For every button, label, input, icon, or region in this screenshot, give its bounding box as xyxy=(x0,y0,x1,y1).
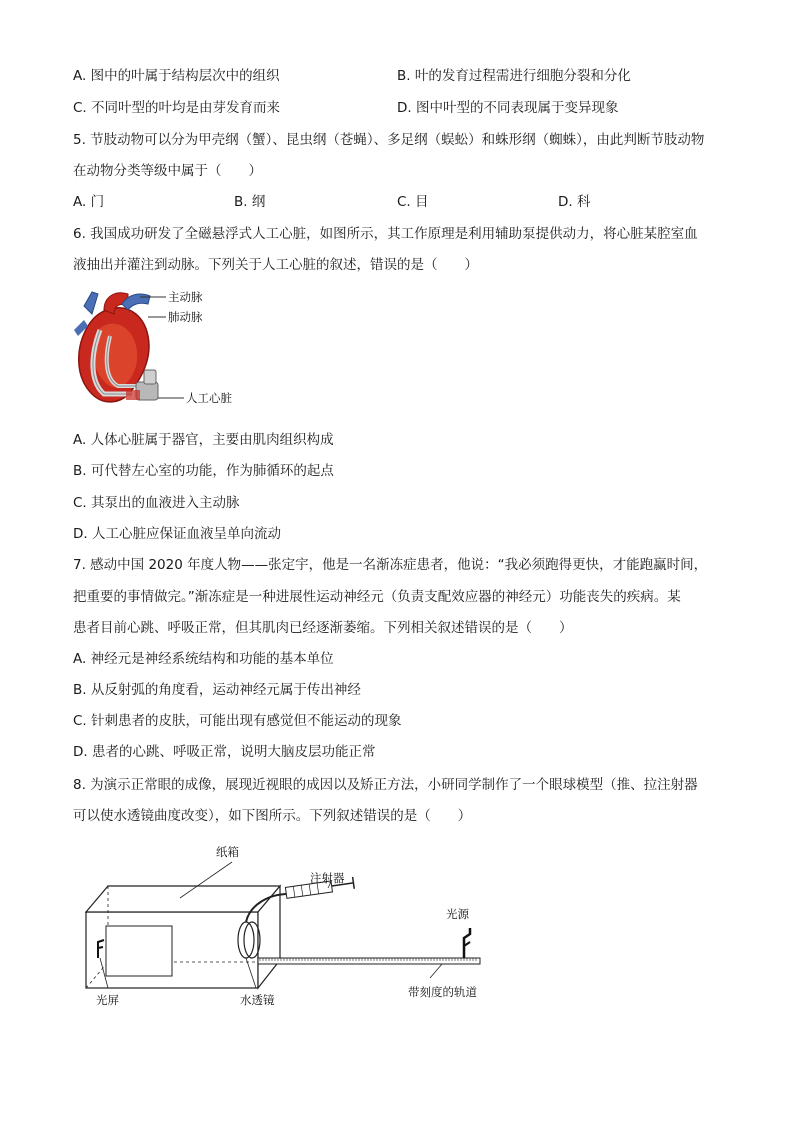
q5-stem-line1: 5. 节肢动物可以分为甲壳纲（蟹）、昆虫纲（苍蝇）、多足纲（蜈蚣）和蛛形纲（蜘蛛），由此判断节肢动物 xyxy=(73,132,705,148)
q5-stem-line2: 在动物分类等级中属于（ ） xyxy=(73,163,262,179)
label-aorta: 主动脉 xyxy=(168,290,203,304)
q7-option-a: A. 神经元是神经系统结构和功能的基本单位 xyxy=(73,651,334,667)
q6-option-a: A. 人体心脏属于器官，主要由肌肉组织构成 xyxy=(73,432,334,448)
label-water-lens: 水透镜 xyxy=(240,993,275,1007)
q6-option-c: C. 其泵出的血液进入主动脉 xyxy=(73,495,240,511)
q6-option-b: B. 可代替左心室的功能，作为肺循环的起点 xyxy=(73,463,334,479)
q7-stem-line1: 7. 感动中国 2020 年度人物——张定宇，他是一名渐冻症患者，他说：“我必须跑得更快，才能跑赢时间， xyxy=(73,557,708,573)
q5-option-a: A. 门 xyxy=(73,194,105,210)
label-box: 纸箱 xyxy=(216,845,239,859)
q5-option-d: D. 科 xyxy=(558,194,591,210)
label-light-source: 光源 xyxy=(446,907,469,921)
label-track: 带刻度的轨道 xyxy=(408,985,477,999)
q5-option-b: B. 纲 xyxy=(234,194,266,210)
label-artificial-heart: 人工心脏 xyxy=(186,391,232,405)
q4-option-b: B. 叶的发育过程需进行细胞分裂和分化 xyxy=(397,68,631,84)
q7-option-d: D. 患者的心跳、呼吸正常，说明大脑皮层功能正常 xyxy=(73,744,376,760)
label-syringe: 注射器 xyxy=(310,871,345,885)
eye-model-figure xyxy=(70,838,510,1014)
q7-stem-line2: 把重要的事情做完。”渐冻症是一种进展性运动神经元（负责支配效应器的神经元）功能丧失的疾病。某 xyxy=(73,589,681,605)
q5-option-c: C. 目 xyxy=(397,194,429,210)
q6-stem-line1: 6. 我国成功研发了全磁悬浮式人工心脏，如图所示，其工作原理是利用辅助泵提供动力，将心脏某腔室血 xyxy=(73,226,698,242)
q4-option-c: C. 不同叶型的叶均是由芽发育而来 xyxy=(73,100,281,116)
q8-stem-line1: 8. 为演示正常眼的成像，展现近视眼的成因以及矫正方法，小研同学制作了一个眼球模型（推、拉注射器 xyxy=(73,777,698,793)
q6-option-d: D. 人工心脏应保证血液呈单向流动 xyxy=(73,526,281,542)
label-pulmonary-artery: 肺动脉 xyxy=(168,310,203,324)
q4-option-a: A. 图中的叶属于结构层次中的组织 xyxy=(73,68,280,84)
artificial-heart-figure xyxy=(70,286,260,416)
q7-stem-line3: 患者目前心跳、呼吸正常，但其肌肉已经逐渐萎缩。下列相关叙述错误的是（ ） xyxy=(73,620,573,636)
q7-option-c: C. 针刺患者的皮肤，可能出现有感觉但不能运动的现象 xyxy=(73,713,402,729)
q7-option-b: B. 从反射弧的角度看，运动神经元属于传出神经 xyxy=(73,682,361,698)
q8-stem-line2: 可以使水透镜曲度改变），如下图所示。下列叙述错误的是（ ） xyxy=(73,808,472,824)
label-screen: 光屏 xyxy=(96,993,119,1007)
q4-option-d: D. 图中叶型的不同表现属于变异现象 xyxy=(397,100,619,116)
q6-stem-line2: 液抽出并灌注到动脉。下列关于人工心脏的叙述，错误的是（ ） xyxy=(73,257,478,273)
